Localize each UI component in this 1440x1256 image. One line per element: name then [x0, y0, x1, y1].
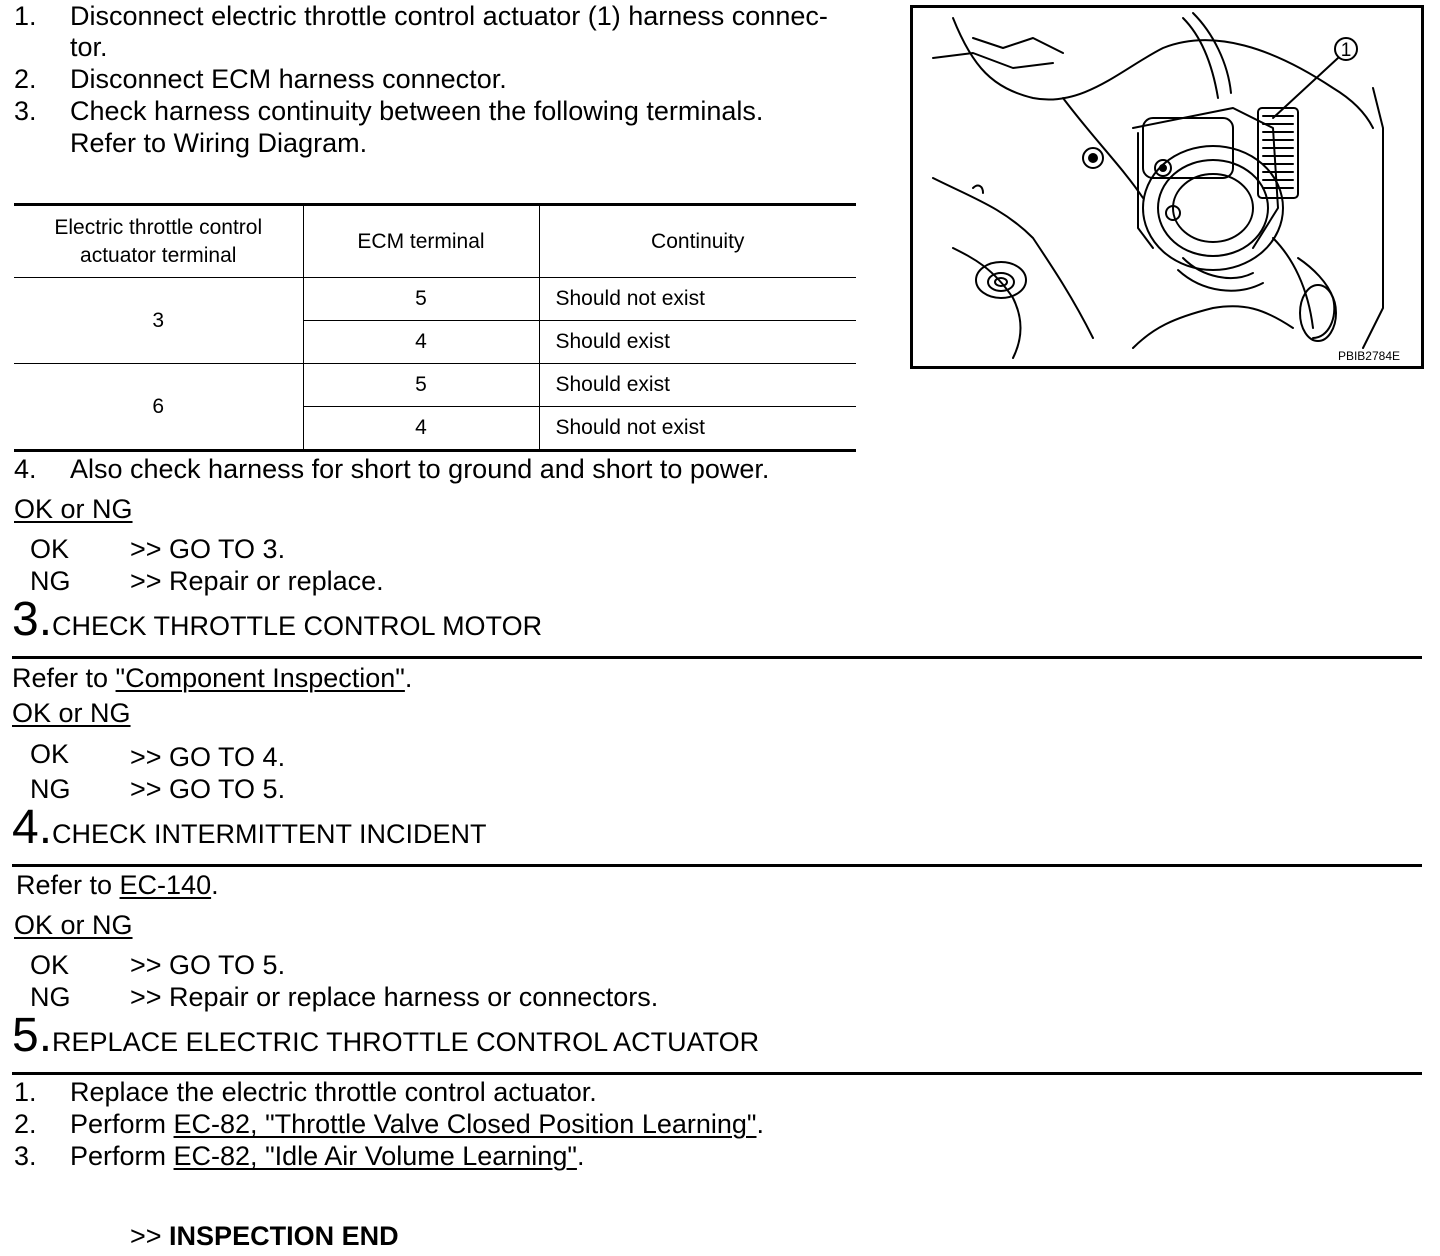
section-3-ok-action: >> GO TO 4.: [130, 742, 286, 772]
section-5-step-2-prefix: Perform: [70, 1109, 174, 1139]
section-4-ng: NG: [30, 982, 71, 1012]
section-4-heading: [12, 801, 487, 854]
section-3-ok: OK: [30, 739, 70, 769]
section-5-step-1-num: 1.: [14, 1077, 37, 1107]
intro-step-3-num: 3.: [14, 96, 37, 126]
idle-air-volume-learning-link[interactable]: EC-82, "Idle Air Volume Learning": [173, 1141, 577, 1171]
actuator-terminal-cell: 3: [14, 278, 303, 364]
step-4-num: 4.: [14, 454, 37, 484]
section-3-refer: [12, 662, 412, 694]
result1-ok-action: >> GO TO 3.: [130, 534, 286, 564]
result1-ng-action: >> Repair or replace.: [130, 566, 384, 596]
throttle-actuator-illustration: [913, 8, 1421, 366]
ecm-terminal-cell: 4: [303, 407, 539, 451]
inspection-end: [130, 1220, 399, 1252]
step-4-text: Also check harness for short to ground and short to power.: [70, 454, 770, 484]
inspection-end-text: INSPECTION END: [169, 1221, 399, 1251]
section-5-step-3-num: 3.: [14, 1141, 37, 1171]
intro-step-3-cont: Refer to Wiring Diagram.: [70, 128, 368, 158]
intro-step-2-num: 2.: [14, 64, 37, 94]
section-5-step-2-num: 2.: [14, 1109, 37, 1139]
table-header-row: [14, 205, 856, 278]
section-4-refer: [16, 869, 219, 901]
figure-code: PBIB2784E: [1337, 349, 1400, 363]
section-3-number: 3.: [12, 593, 53, 646]
section-3-refer-prefix: Refer to: [12, 663, 116, 693]
section-4-ok-action: >> GO TO 5.: [130, 950, 286, 980]
section-3-title: CHECK THROTTLE CONTROL MOTOR: [52, 611, 543, 641]
intro-step-1-num: 1.: [14, 1, 37, 31]
section-5-title: REPLACE ELECTRIC THROTTLE CONTROL ACTUATOR: [52, 1027, 760, 1057]
continuity-cell: Should exist: [539, 321, 856, 364]
figure-callout-label: 1: [1340, 40, 1352, 61]
section-5-step-1-text: Replace the electric throttle control actuator.: [70, 1077, 597, 1107]
section-4-ng-action: >> Repair or replace harness or connectors.: [130, 982, 659, 1012]
actuator-terminal-cell: 6: [14, 364, 303, 451]
result1-ok: OK: [30, 534, 70, 564]
ecm-terminal-cell: 5: [303, 278, 539, 321]
section-3-refer-suffix: .: [404, 663, 413, 693]
intro-step-1-text: Disconnect electric throttle control actuator (1) harness connec-: [70, 1, 828, 31]
ok-or-ng-label-2: OK or NG: [12, 698, 131, 728]
section-4-number: 4.: [12, 801, 53, 854]
section-5-step-3-text: [70, 1140, 584, 1172]
intro-step-2-text: Disconnect ECM harness connector.: [70, 64, 507, 94]
continuity-cell: Should not exist: [539, 407, 856, 451]
section-5-number: 5.: [12, 1009, 53, 1062]
section-3-heading: [12, 593, 543, 646]
header-continuity: Continuity: [539, 205, 856, 278]
header-actuator-terminal: [14, 205, 303, 278]
header-ecm-terminal: ECM terminal: [303, 205, 539, 278]
continuity-table: [14, 203, 856, 452]
section-4-title: CHECK INTERMITTENT INCIDENT: [52, 819, 487, 849]
header-actuator-line1: Electric throttle control: [54, 215, 263, 239]
section-5-heading: [12, 1009, 760, 1062]
continuity-cell: Should exist: [539, 364, 856, 407]
result1-ng: NG: [30, 566, 71, 596]
ecm-terminal-cell: 5: [303, 364, 539, 407]
section-5-step-3-suffix: .: [576, 1141, 585, 1171]
table-row: [14, 278, 856, 321]
inspection-end-prefix: >>: [130, 1221, 170, 1251]
section-3-ng: NG: [30, 774, 71, 804]
intro-step-3-text: Check harness continuity between the following terminals.: [70, 96, 764, 126]
header-actuator-line2: actuator terminal: [80, 243, 237, 267]
continuity-cell: Should not exist: [539, 278, 856, 321]
ec-140-link[interactable]: EC-140: [119, 870, 212, 900]
throttle-valve-learning-link[interactable]: EC-82, "Throttle Valve Closed Position Learning": [173, 1109, 757, 1139]
section-5-step-2-text: [70, 1108, 764, 1140]
ecm-terminal-cell: 4: [303, 321, 539, 364]
component-inspection-link[interactable]: "Component Inspection": [115, 663, 405, 693]
ok-or-ng-label-1: OK or NG: [14, 494, 133, 524]
table-row: [14, 364, 856, 407]
section-4-ok: OK: [30, 950, 70, 980]
section-4-refer-suffix: .: [211, 870, 219, 900]
throttle-actuator-figure: [910, 5, 1424, 369]
section-3-rule: [12, 656, 1422, 659]
section-3-ng-action: >> GO TO 5.: [130, 774, 286, 804]
section-5-step-2-suffix: .: [756, 1109, 765, 1139]
intro-step-1-cont: tor.: [70, 32, 108, 62]
section-5-rule: [12, 1072, 1422, 1075]
section-4-refer-prefix: Refer to: [16, 870, 120, 900]
section-4-rule: [12, 864, 1422, 867]
section-5-step-3-prefix: Perform: [70, 1141, 174, 1171]
ok-or-ng-label-3: OK or NG: [14, 910, 133, 940]
